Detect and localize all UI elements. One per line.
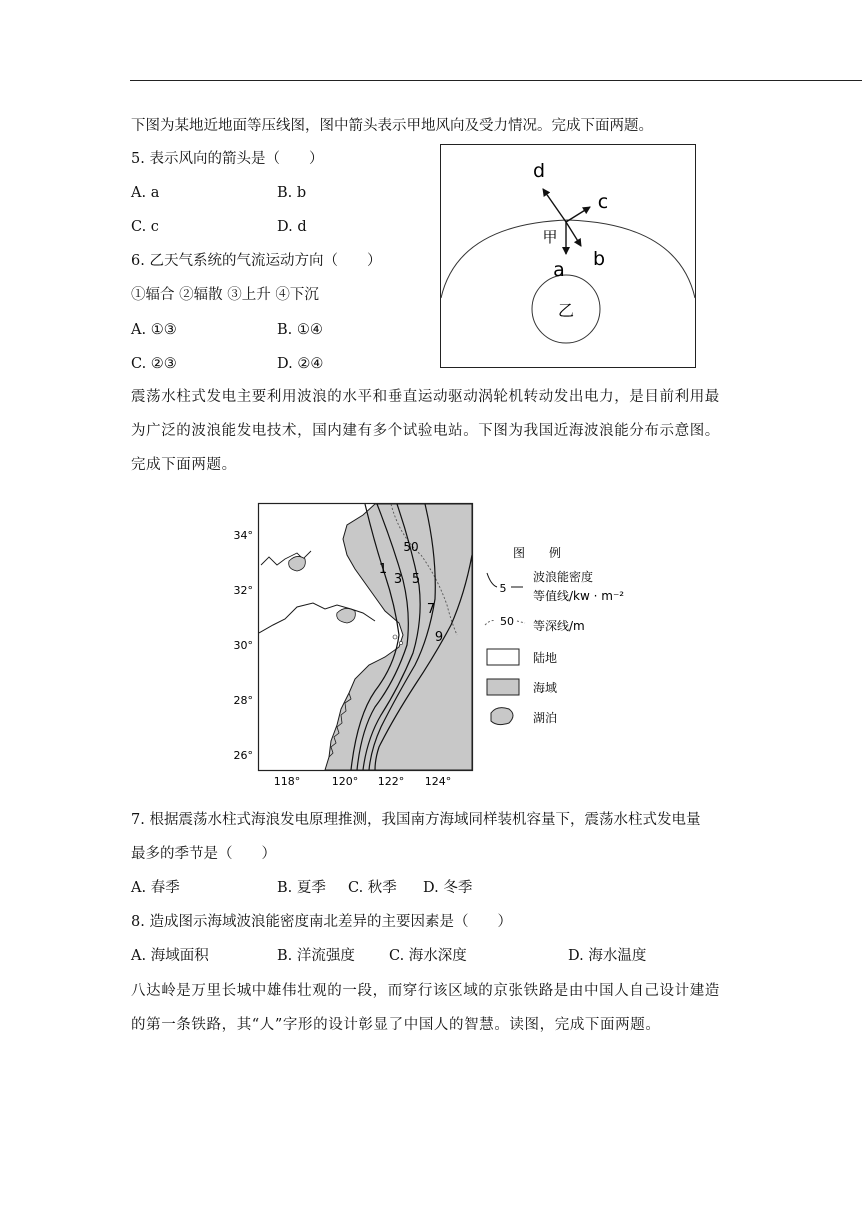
contour-label-1: 1 (378, 562, 388, 577)
q7-option-c[interactable]: C. 秋季 (348, 880, 397, 896)
q6-items: ①辐合 ②辐散 ③上升 ④下沉 (131, 287, 319, 303)
label-yi: 乙 (557, 301, 575, 320)
legend-sea-swatch (487, 679, 519, 695)
lake-1 (289, 556, 306, 571)
q7-stem-line1: 7. 根据震荡水柱式海浪发电原理推测，我国南方海域同样装机容量下，震荡水柱式发电量 (131, 812, 701, 828)
intro-text-1: 下图为某地近地面等压线图，图中箭头表示甲地风向及受力情况。完成下面两题。 (131, 118, 653, 134)
contour-label-5: 5 (411, 572, 421, 587)
wave-energy-map (225, 495, 675, 795)
legend-title: 图 例 (513, 546, 562, 560)
legend-density-num: 5 (499, 582, 507, 595)
lon-label-120: 120° (331, 775, 359, 788)
legend-lake-swatch (491, 708, 513, 725)
intro-text-3: 八达岭是万里长城中雄伟壮观的一段，而穿行该区域的京张铁路是由中国人自己设计建造的第一条铁路，其“人”字形的设计彰显了中国人的智慧。读图，完成下面两题。 (131, 983, 720, 1033)
legend-depth-text: 等深线/m (533, 619, 585, 633)
legend-depth-num: 50 (500, 615, 514, 628)
legend-lake: 湖泊 (533, 711, 558, 725)
label-jia: 甲 (542, 228, 558, 246)
legend-sea: 海域 (533, 681, 558, 695)
contour-label-3: 3 (393, 572, 403, 587)
legend-land: 陆地 (533, 651, 558, 665)
lat-label-28: 28° (233, 694, 253, 707)
intro-text-2: 震荡水柱式发电主要利用波浪的水平和垂直运动驱动涡轮机转动发出电力，是目前利用最为广泛的波浪能发电技术，国内建有多个试验电站。下图为我国近海波浪能分布示意图。完成下面两题。 (131, 389, 720, 473)
river (259, 603, 375, 633)
isobar-figure (440, 144, 696, 368)
lat-label-32: 32° (233, 584, 253, 597)
q8-option-c[interactable]: C. 海水深度 (389, 948, 467, 964)
q8-option-d[interactable]: D. 海水温度 (568, 948, 647, 964)
q7-option-a[interactable]: A. 春季 (131, 880, 180, 896)
q7-option-b[interactable]: B. 夏季 (277, 880, 326, 896)
contour-label-9: 9 (434, 630, 444, 645)
contour-label-7: 7 (426, 602, 436, 617)
lon-label-122: 122° (377, 775, 405, 788)
q5-option-b[interactable]: B. b (277, 185, 307, 201)
q5-stem: 5. 表示风向的箭头是（ ） (131, 151, 324, 167)
label-c: c (597, 191, 609, 213)
q6-option-d[interactable]: D. ②④ (277, 356, 324, 372)
q6-option-c[interactable]: C. ②③ (131, 356, 177, 372)
legend-density-line2: 等值线/kw · m⁻² (533, 589, 625, 603)
q6-option-b[interactable]: B. ①④ (277, 322, 323, 338)
header-rule (130, 80, 862, 81)
label-d: d (532, 160, 546, 182)
q6-option-a[interactable]: A. ①③ (131, 322, 177, 338)
depth-label: 50 (403, 540, 419, 554)
q8-stem: 8. 造成图示海域波浪能密度南北差异的主要因素是（ ） (131, 914, 512, 930)
legend-density-line1: 波浪能密度 (533, 570, 594, 584)
lat-label-30: 30° (233, 639, 253, 652)
q7-stem-line2: 最多的季节是（ ） (131, 846, 276, 862)
q5-option-c[interactable]: C. c (131, 219, 159, 235)
lon-label-124: 124° (424, 775, 452, 788)
q8-option-a[interactable]: A. 海域面积 (131, 948, 209, 964)
q6-stem: 6. 乙天气系统的气流运动方向（ ） (131, 253, 382, 269)
q5-option-a[interactable]: A. a (131, 185, 160, 201)
q7-option-d[interactable]: D. 冬季 (423, 880, 473, 896)
label-b: b (592, 248, 606, 270)
lat-label-34: 34° (233, 529, 253, 542)
lon-label-118: 118° (273, 775, 301, 788)
lat-label-26: 26° (233, 749, 253, 762)
q8-option-b[interactable]: B. 洋流强度 (277, 948, 355, 964)
lake-2 (337, 608, 356, 623)
q5-option-d[interactable]: D. d (277, 219, 307, 235)
legend-land-swatch (487, 649, 519, 665)
label-a: a (553, 259, 565, 281)
